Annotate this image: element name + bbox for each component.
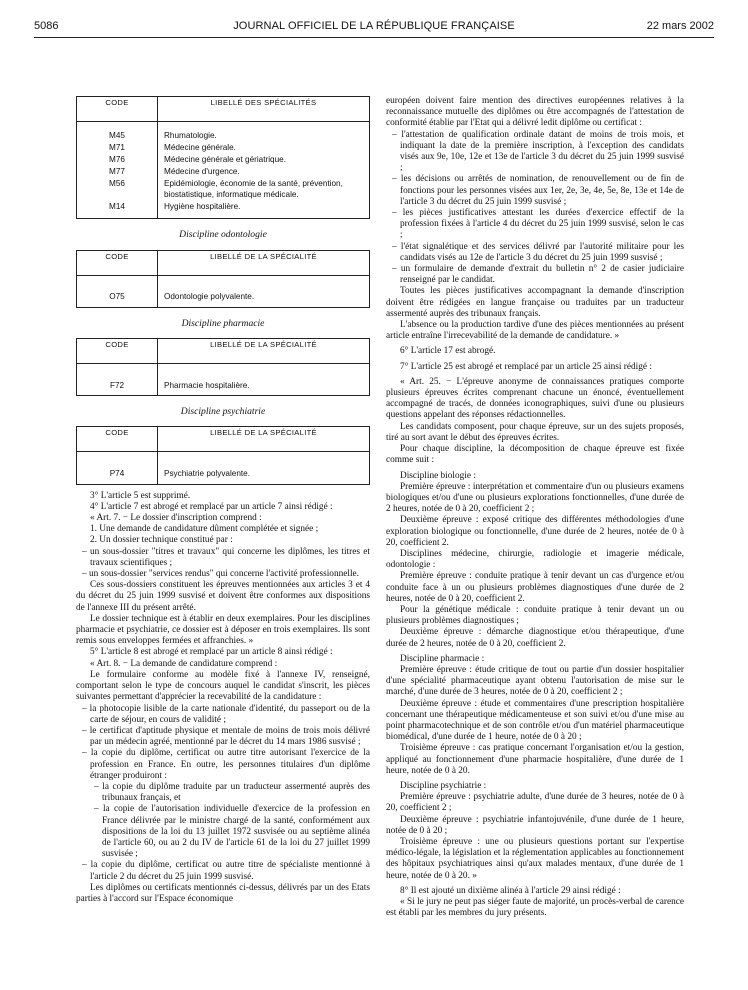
paragraph: Première épreuve : étude critique de tout ou partie d'un dossier hospitalier d'une spécialité pharmaceutique ayant obtenu l'autorisation de mise sur le marché, d'une durée de 3 heures, notée de 0 à 20, coefficient 2 ; [386, 664, 684, 698]
paragraph: Le dossier technique est à établir en deux exemplaires. Pour les disciplines pharmacie et psychiatrie, ce dossier est à déposer en trois exemplaires. Ils sont remis sous enveloppes fermées et affranchies. » [76, 613, 370, 647]
paragraph: 5° L'article 8 est abrogé et remplacé par un article 8 ainsi rédigé : [90, 647, 333, 658]
paragraph: Première épreuve : psychiatrie adulte, d'une durée de 3 heures, notée de 0 à 20, coefficient 2 ; [386, 792, 684, 814]
paragraph: Première épreuve : interprétation et commentaire d'un ou plusieurs examens biologiques et/ou d'une ou plusieurs explorations fonctionnelles, d'une durée de 2 heures, notée de 0 à 20, coefficient 2 ; [386, 481, 684, 515]
table-row: O75 Odontologie polyvalente. [77, 291, 370, 303]
paragraph: 7° L'article 25 est abrogé et remplacé par un article 25 ainsi rédigé : [400, 361, 652, 372]
list-item: – l'état signalétique et des services délivré par l'autorité militaire pour les candidats visés au 12e de l'article 3 du décret du 25 juin 1999 susvisé ; [392, 241, 684, 263]
list-item: – le certificat d'aptitude physique et mentale de moins de trois mois délivré par un médecin agréé, mentionné par le décret du 14 mars 1986 susvisé ; [82, 725, 370, 748]
col-code-header: CODE [77, 97, 158, 122]
list-subitem: – la copie de l'autorisation individuelle d'exercice de la profession en France délivrée par le ministre chargé de la santé, conformément aux dispositions de la loi du 13 juillet 1972 susvisée ou au septième alinéa de l'article 60, ou au 2 du IV de l'article 61 de la loi du 27 juillet 1999 susvisée ; [94, 804, 370, 860]
paragraph: « Art. 7. − Le dossier d'inscription comprend : [90, 513, 262, 524]
section-label: Discipline psychiatrie : [400, 780, 487, 791]
journal-title: JOURNAL OFFICIEL DE LA RÉPUBLIQUE FRANÇAISE [233, 20, 515, 32]
odontology-table: CODE LIBELLÉ DE LA SPÉCIALITÉ O75 Odontologie polyvalente. [76, 250, 370, 308]
paragraph: Deuxième épreuve : démarche diagnostique et/ou thérapeutique, d'une durée de 2 heures, notée de 0 à 20, coefficient 2. [386, 627, 684, 649]
paragraph: Le formulaire conforme au modèle fixé à l'annexe IV, renseigné, comportant selon le type de concours auquel le candidat s'inscrit, les pièces suivantes permettant d'apprécier la recevabilité de la candidature : [76, 669, 370, 703]
paragraph: Toutes les pièces justificatives accompagnant la demande d'inscription doivent être rédigées en langue française ou traduites par un traducteur assermenté auprès des tribunaux français. [386, 286, 684, 319]
pharmacy-table: CODE LIBELLÉ DE LA SPÉCIALITÉ F72 Pharmacie hospitalière. [76, 338, 370, 396]
page-header [34, 20, 714, 36]
table-row: M71 Médecine générale. [77, 142, 370, 154]
list-item: – les pièces justificatives attestant les durées d'exercice effectif de la profession fixées à l'article 4 du décret du 25 juin 1999 susvisé, selon le cas ; [392, 208, 684, 241]
paragraph: Ces sous-dossiers constituent les épreuves mentionnées aux articles 3 et 4 du décret du 25 juin 1999 susvisé et doivent être conformes aux dispositions de l'annexe III du présent arrêté. [76, 580, 370, 613]
list-item: – les décisions ou arrêtés de nomination, de renouvellement ou de fin de fonctions pour les personnes visées aux 1er, 2e, 3e, 4e, 5e, 8e, 13e et 14e de l'article 3 du décret du 25 juin 1999 susvisé ; [392, 174, 684, 207]
psychiatry-table: CODE LIBELLÉ DE LA SPÉCIALITÉ P74 Psychiatrie polyvalente. [76, 426, 370, 484]
list-item: – l'attestation de qualification ordinale datant de moins de trois mois, et indiquant la date de la première inscription, à l'exception des candidats visés aux 9e, 10e, 12e et 13e de l'article 3 du décret du 25 juin 1999 susvisé ; [392, 129, 684, 174]
discipline-title: Discipline odontologie [179, 229, 267, 241]
header-rule [34, 37, 714, 38]
specialties-table [76, 96, 370, 219]
table-row: M45 Rhumatologie. [77, 130, 370, 142]
section-label: Discipline pharmacie : [400, 653, 485, 664]
paragraph: Pour la génétique médicale : conduite pratique à tenir devant un ou plusieurs problèmes diagnostiques ; [386, 604, 684, 627]
paragraph: Première épreuve : conduite pratique à tenir devant un cas d'urgence et/ou conduite face à un ou plusieurs problèmes diagnostiques d'une durée de 2 heures, notée de 0 à 20, coefficient 2. [386, 571, 684, 604]
paragraph: Deuxième épreuve : psychiatrie infantojuvénile, d'une durée de 1 heure, notée de 0 à 20 ; [386, 814, 684, 836]
paragraph: 1. Une demande de candidature dûment complétée et signée ; [90, 524, 319, 535]
paragraph: Deuxième épreuve : étude et commentaires d'une prescription hospitalière concernant une thérapeutique médicamenteuse et son suivi et/ou d'une mise au point pharmacotechnique et de son contrôle et/ou d'un matériel pharmaceutique biomédical, d'une durée de 1 heure, notée de 0 à 20 ; [386, 698, 684, 743]
list-subitem: – la copie du diplôme traduite par un traducteur assermenté auprès des tribunaux français, et [94, 781, 370, 804]
paragraph: Les diplômes ou certificats mentionnés ci-dessus, délivrés par un des Etats parties à l'accord sur l'Espace économique [76, 882, 370, 904]
left-column [76, 96, 370, 905]
paragraph: L'absence ou la production tardive d'une des pièces mentionnées au présent article entraîne l'irrecevabilité de la demande de candidature. » [386, 320, 684, 342]
table-row: M14 Hygiène hospitalière. [77, 201, 370, 213]
list-item: – un sous-dossier "titres et travaux" qui concerne les diplômes, les titres et travaux scientifiques ; [82, 546, 370, 568]
page-number: 5086 [34, 20, 59, 32]
paragraph: Les candidats composent, pour chaque épreuve, sur un des sujets proposés, tiré au sort avant le début des épreuves écrites. [386, 421, 684, 443]
discipline-title: Discipline psychiatrie [180, 406, 266, 418]
paragraph: 2. Un dossier technique constitué par : [90, 535, 233, 546]
col-label-header: LIBELLÉ DES SPÉCIALITÉS [158, 97, 370, 122]
paragraph: 3° L'article 5 est supprimé. [90, 490, 191, 501]
paragraph: 4° L'article 7 est abrogé et remplacé par un article 7 ainsi rédigé : [90, 501, 333, 512]
list-item: – la copie du diplôme, certificat ou autre titre de spécialiste mentionné à l'article 2 du décret du 25 juin 1999 susvisé. [82, 860, 370, 882]
discipline-title: Discipline pharmacie [181, 317, 265, 329]
table-row: F72 Pharmacie hospitalière. [77, 380, 370, 392]
publication-date: 22 mars 2002 [646, 20, 714, 32]
list-item: – un formulaire de demande d'extrait du bulletin n° 2 de casier judiciaire renseigné par le candidat. [392, 264, 684, 286]
paragraph: Deuxième épreuve : exposé critique des différentes méthodologies d'une exploration biologique ou fonctionnelle, d'une durée de 2 heures, notée de 0 à 20, coefficient 2. [386, 515, 684, 548]
paragraph: « Art. 8. − La demande de candidature comprend : [90, 658, 278, 669]
paragraph: Pour chaque discipline, la décomposition de chaque épreuve est fixée comme suit : [386, 444, 684, 466]
section-label: Disciplines médecine, chirurgie, radiologie et imagerie médicale, odontologie : [386, 548, 684, 571]
paragraph: européen doivent faire mention des directives européennes relatives à la reconnaissance mutuelle des diplômes ou être accompagnés de l'attestation de conformité établie par l'Etat qui a délivré ledit diplôme ou certificat : [386, 96, 684, 129]
paragraph: 6° L'article 17 est abrogé. [400, 346, 496, 357]
section-label: Discipline biologie : [400, 470, 476, 481]
table-row: M76 Médecine générale et gériatrique. [77, 154, 370, 166]
list-item: – un sous-dossier "services rendus" qui concerne l'activité professionnelle. [82, 569, 359, 580]
paragraph: Troisième épreuve : une ou plusieurs questions portant sur l'expertise médico-légale, la législation et la réglementation applicables au fonctionnement des hôpitaux psychiatriques ainsi qu'aux malades mentaux, d'une durée de 1 heure, notée de 0 à 20. » [386, 837, 684, 881]
paragraph: « Si le jury ne peut pas siéger faute de majorité, un procès-verbal de carence est établi par les membres du jury présents. [386, 897, 684, 919]
list-item: – la copie du diplôme, certificat ou autre titre autorisant l'exercice de la profession en France. En outre, les personnes titulaires d'un diplôme étranger produiront : [82, 748, 370, 781]
right-column [386, 96, 684, 919]
table-row: M77 Médecine d'urgence. [77, 166, 370, 178]
list-item: – la photocopie lisible de la carte nationale d'identité, du passeport ou de la carte de séjour, en cours de validité ; [82, 703, 370, 725]
paragraph: Troisième épreuve : cas pratique concernant l'organisation et/ou la gestion, appliqué au fonctionnement d'une pharmacie hospitalière, d'une durée de 1 heure, notée de 0 à 20. [386, 743, 684, 776]
table-row: M56 Epidémiologie, économie de la santé, prévention, biostatistique, informatique médicale. [77, 178, 370, 200]
paragraph: « Art. 25. − L'épreuve anonyme de connaissances pratiques comporte plusieurs épreuves écrites comprenant chacune un énoncé, éventuellement accompagné de tracés, de données iconographiques, suivi d'une ou plusieurs questions appelant des réponses rédactionnelles. [386, 376, 684, 421]
paragraph: 8° Il est ajouté un dixième alinéa à l'article 29 ainsi rédigé : [400, 885, 621, 896]
left-body-text [76, 491, 370, 906]
table-row: P74 Psychiatrie polyvalente. [77, 468, 370, 480]
